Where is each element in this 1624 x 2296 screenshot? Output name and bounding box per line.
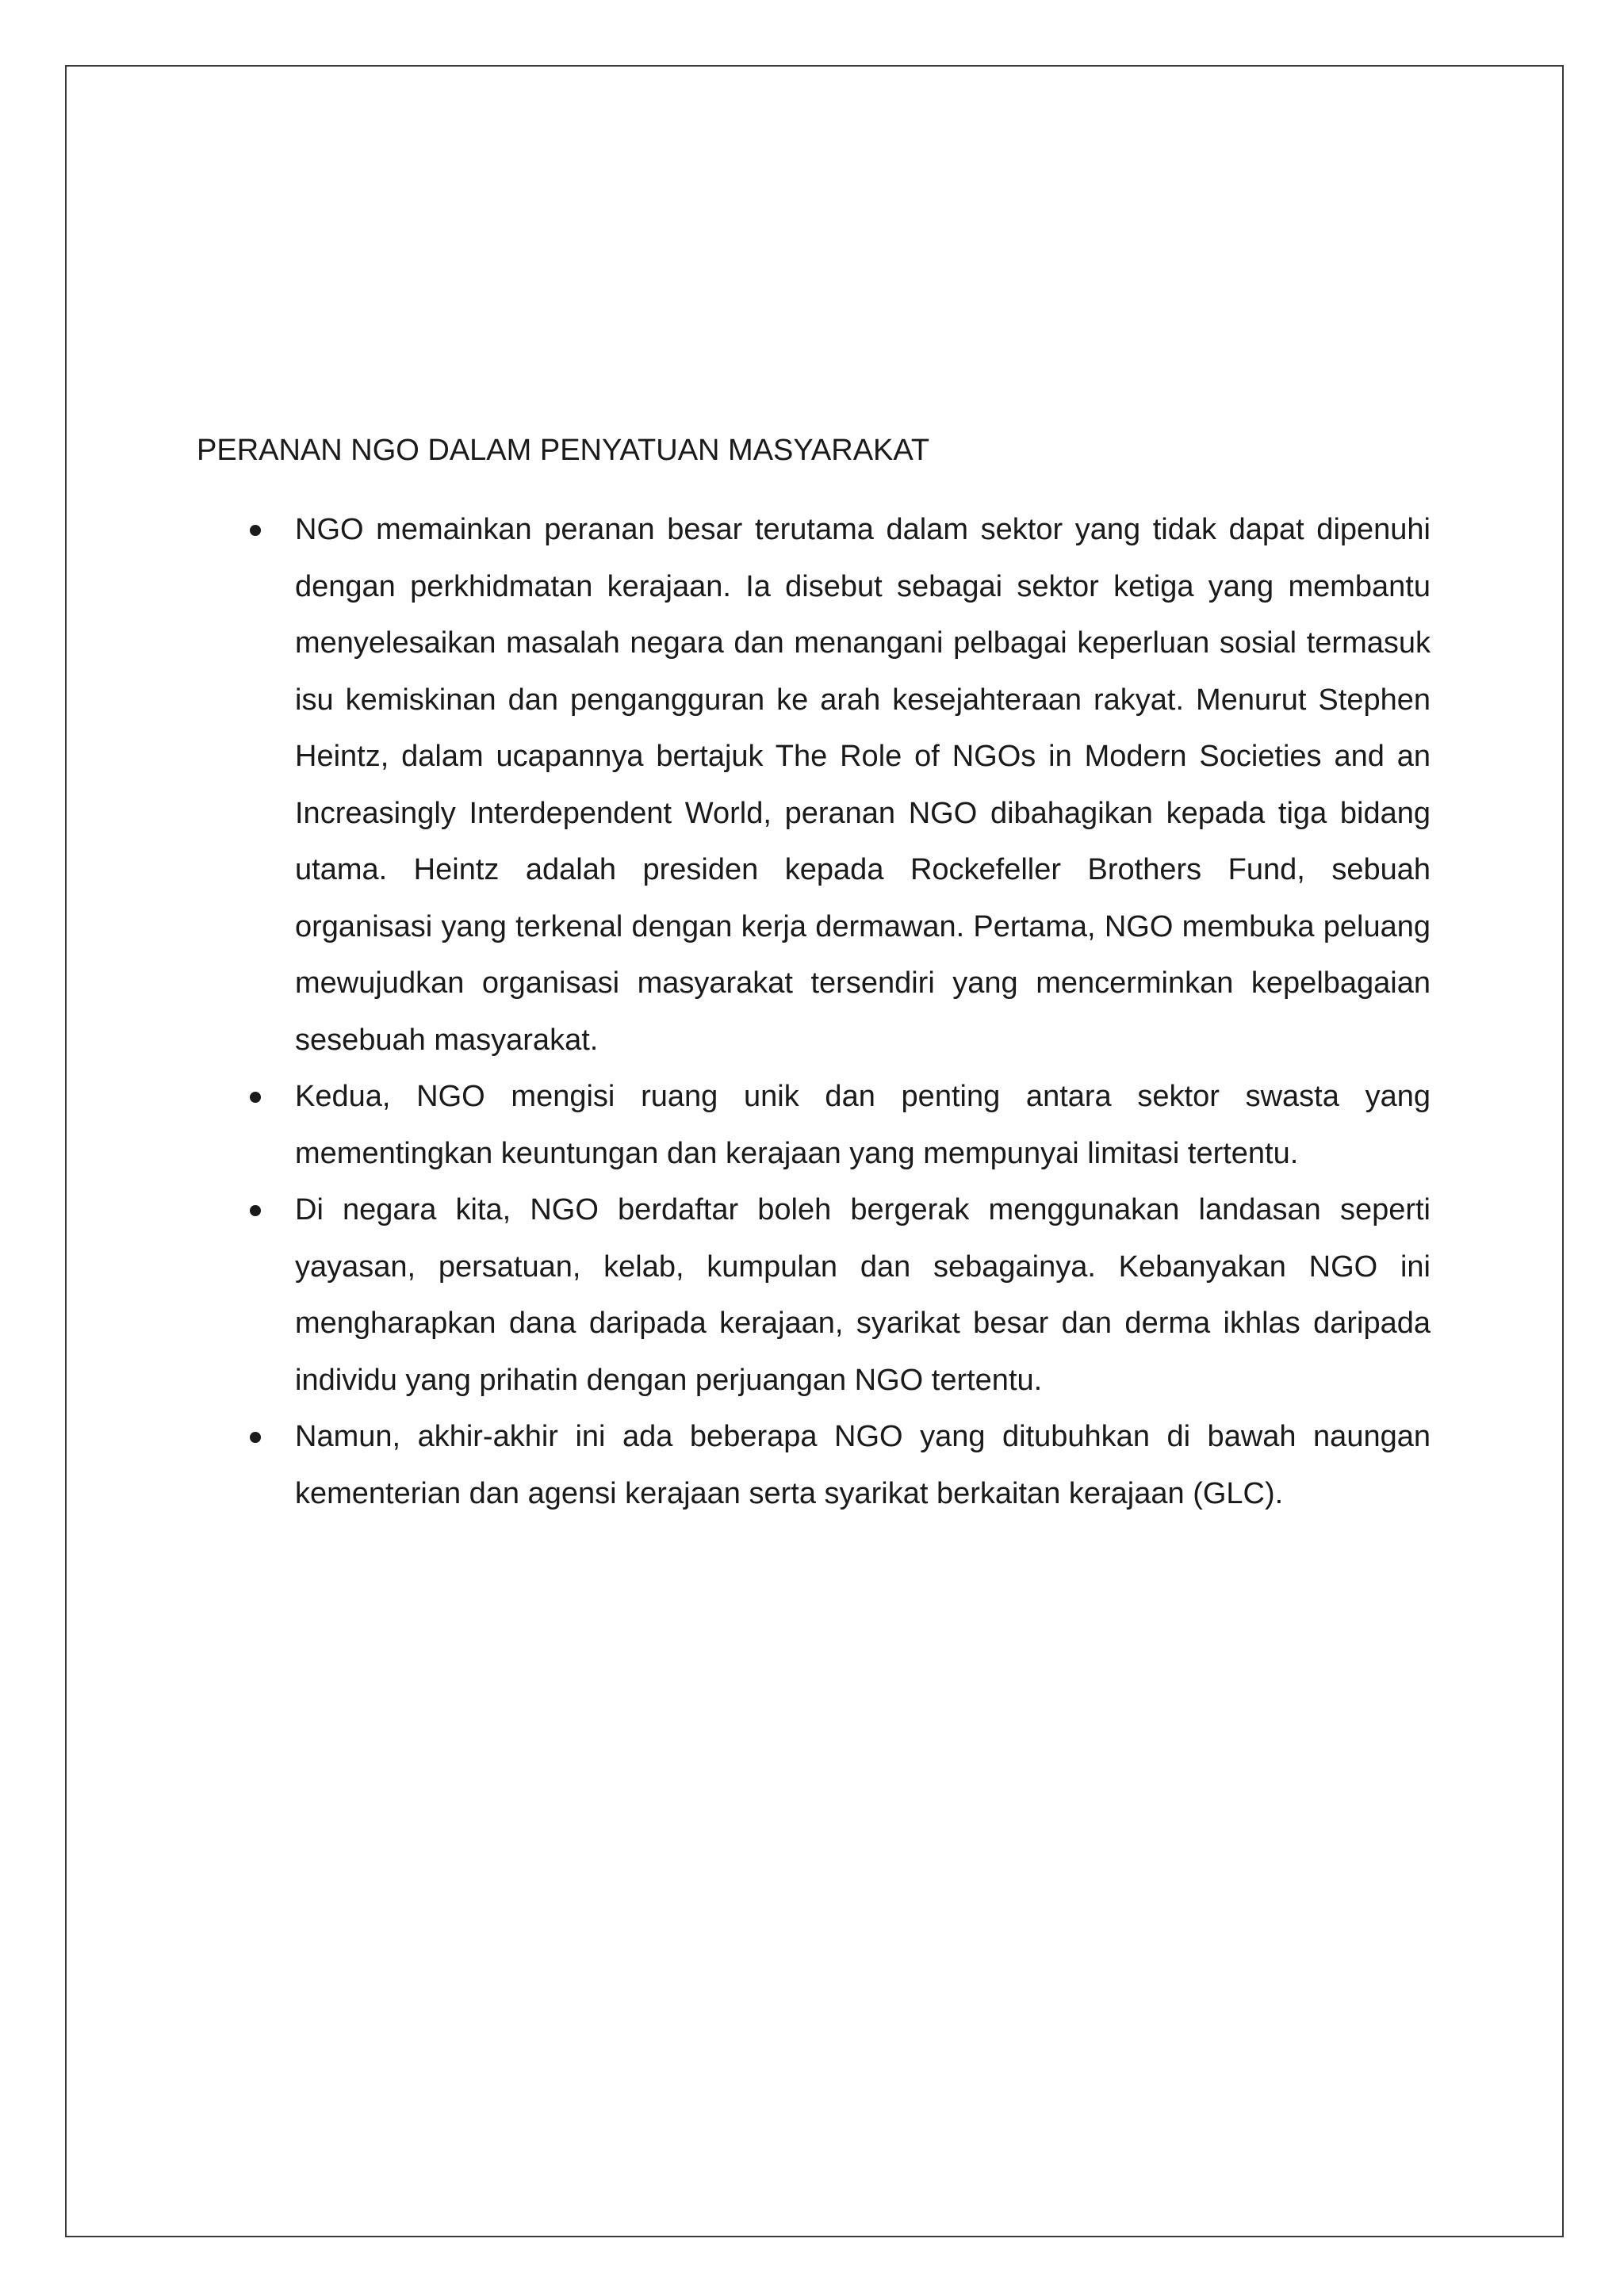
bullet-item	[295, 502, 1431, 1069]
bullet-list	[295, 502, 1431, 1522]
bullet-text: Namun, akhir-akhir ini ada beberapa NGO yang ditubuhkan di bawah naungan kementerian dan agensi kerajaan serta syarikat berkaitan kerajaan (GLC).	[295, 1420, 1431, 1510]
bullet-text: NGO memainkan peranan besar terutama dalam sektor yang tidak dapat dipenuhi dengan perkhidmatan kerajaan. Ia disebut sebagai sektor ketiga yang membantu menyelesaikan masalah negara dan menangani pelbagai keperluan sosial termasuk isu kemiskinan dan pengangguran ke arah kesejahteraan rakyat. Menurut Stephen Heintz, dalam ucapannya bertajuk The Role of NGOs in Modern Societies and an Increasingly Interdependent World, peranan NGO dibahagikan kepada tiga bidang utama. Heintz adalah presiden kepada Rockefeller Brothers Fund, sebuah organisasi yang terkenal dengan kerja dermawan. Pertama, NGO membuka peluang mewujudkan organisasi masyarakat tersendiri yang mencerminkan kepelbagaian sesebuah masyarakat.	[295, 513, 1431, 1057]
document-title: PERANAN NGO DALAM PENYATUAN MASYARAKAT	[197, 434, 930, 467]
bullet-item	[295, 1182, 1431, 1409]
bullet-text: Kedua, NGO mengisi ruang unik dan penting antara sektor swasta yang mementingkan keuntungan dan kerajaan yang mempunyai limitasi tertentu.	[295, 1080, 1431, 1170]
bullet-icon	[250, 525, 261, 536]
bullet-icon	[250, 1205, 261, 1216]
bullet-item	[295, 1069, 1431, 1182]
bullet-icon	[250, 1432, 261, 1443]
bullet-text: Di negara kita, NGO berdaftar boleh bergerak menggunakan landasan seperti yayasan, persatuan, kelab, kumpulan dan sebagainya. Kebanyakan NGO ini mengharapkan dana daripada kerajaan, syarikat besar dan derma ikhlas daripada individu yang prihatin dengan perjuangan NGO tertentu.	[295, 1193, 1431, 1397]
bullet-icon	[250, 1092, 261, 1103]
bullet-item	[295, 1409, 1431, 1522]
